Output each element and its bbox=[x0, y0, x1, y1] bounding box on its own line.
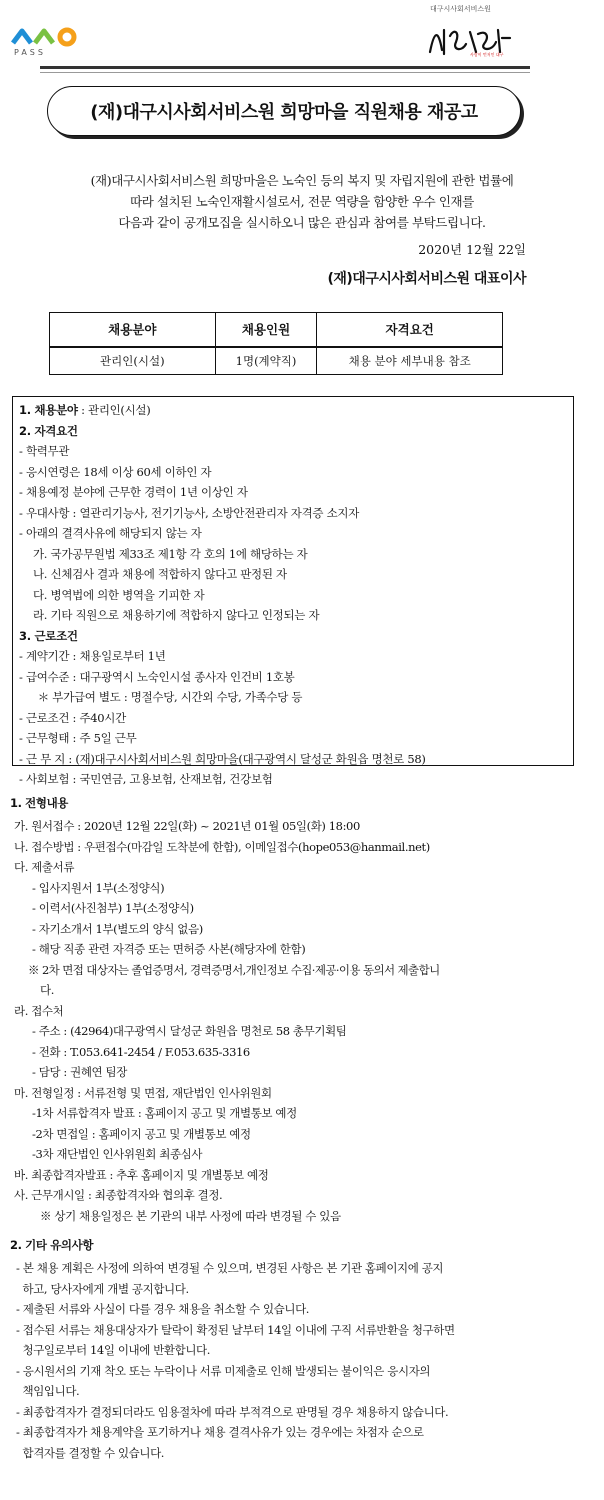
list-sub-item: 라. 기타 직원으로 채용하기에 적합하지 않다고 인정되는 자 bbox=[33, 608, 320, 622]
contact-item: - 전화 : T.053.641-2454 / F.053.635-3316 bbox=[32, 1044, 250, 1059]
list-item: - 급여수준 : 대구광역시 노숙인시설 종사자 인건비 1호봉 bbox=[19, 669, 295, 684]
note-line: 하고, 당사자에게 개별 공지합니다. bbox=[16, 1281, 189, 1296]
list-item: - 아래의 결격사유에 해당되지 않는 자 bbox=[19, 526, 202, 540]
document-note-cont: 다. bbox=[40, 983, 54, 997]
document-item: - 입사지원서 1부(소정양식) bbox=[32, 880, 165, 895]
table-header-cell: 채용인원 bbox=[215, 313, 317, 347]
section-qualifications-title: 2. 자격요건 bbox=[19, 423, 78, 438]
list-item: - 채용예정 분야에 근무한 경력이 1년 이상인 자 bbox=[19, 485, 248, 499]
list-sub-item: 다. 병역법에 의한 병역을 기피한 자 bbox=[33, 587, 205, 602]
table-cell: 채용 분야 세부내용 참조 bbox=[317, 347, 503, 375]
intro-paragraph bbox=[20, 170, 584, 233]
slogan-logo bbox=[426, 22, 512, 58]
summary-table bbox=[49, 312, 503, 375]
list-item: - 근무형태 : 주 5일 근무 bbox=[19, 731, 137, 745]
list-sub-item: 나. 신체검사 결과 채용에 적합하지 않다고 판정된 자 bbox=[33, 567, 287, 581]
header-divider bbox=[40, 66, 530, 69]
list-sub-item: 가. 국가공무원법 제33조 제1항 각 호의 1에 해당하는 자 bbox=[33, 546, 308, 561]
pass-logo-icon bbox=[11, 25, 81, 47]
page-title: (재)대구시사회서비스원 희망마을 직원채용 재공고 bbox=[90, 102, 478, 123]
schedule-item: -2차 면접일 : 홈페이지 공고 및 개별통보 예정 bbox=[32, 1126, 251, 1141]
note-line: - 최종합격자가 채용계약을 포기하거나 채용 결격사유가 있는 경우에는 차점자 순으로 bbox=[16, 1425, 424, 1439]
section-title: 2. 기타 유의사항 bbox=[10, 1238, 94, 1252]
list-item: 가. 원서접수 : 2020년 12월 22일(화) ~ 2021년 01월 05일(화) 18:00 bbox=[14, 819, 360, 833]
list-item: - 응시연령은 18세 이상 60세 이하인 자 bbox=[19, 464, 212, 479]
table-cell: 관리인(시설) bbox=[50, 347, 216, 375]
intro-line: 따라 설치된 노숙인재활시설로서, 전문 역량을 함양한 우수 인재를 bbox=[130, 194, 474, 209]
list-item: - 사회보험 : 국민연금, 고용보험, 산재보험, 건강보험 bbox=[19, 772, 273, 786]
section-recruit-field bbox=[19, 400, 567, 421]
intro-line: (재)대구시사회서비스원 희망마을은 노숙인 등의 복지 및 자립지원에 관한 법률에 bbox=[90, 173, 514, 188]
list-item: 나. 접수방법 : 우편접수(마감일 도착분에 한함), 이메일접수(hope053@hanmail.net) bbox=[14, 839, 430, 854]
title-box bbox=[47, 86, 521, 136]
schedule-note: ※ 상기 채용일정은 본 기관의 내부 사정에 따라 변경될 수 있음 bbox=[40, 1208, 341, 1223]
list-item: 바. 최종합격자발표 : 추후 홈페이지 및 개별통보 예정 bbox=[14, 1167, 269, 1182]
note-line: 책임입니다. bbox=[16, 1384, 80, 1398]
slogan-small-text: 사람이 먼저인 대구 bbox=[470, 52, 504, 57]
section-title: 1. 전형내용 bbox=[10, 796, 69, 810]
header-divider-thin bbox=[40, 72, 530, 73]
section-label: 1. 채용분야 bbox=[19, 403, 78, 417]
note-line: 합격자를 결정할 수 있습니다. bbox=[16, 1445, 165, 1460]
intro-line: 다음과 같이 공개모집을 실시하오니 많은 관심과 참여를 부탁드립니다. bbox=[118, 215, 486, 230]
list-item: - 학력무관 bbox=[19, 444, 70, 458]
section-value: : 관리인(시설) bbox=[77, 403, 151, 417]
note-line: - 접수된 서류는 채용대상자가 탈락이 확정된 날부터 14일 이내에 구직 서류반환을 청구하면 bbox=[16, 1322, 455, 1337]
table-row bbox=[50, 347, 503, 375]
pass-logo-text: PASS bbox=[14, 48, 46, 57]
note-line: - 응시원서의 기재 착오 또는 누락이나 서류 미제출로 인해 발생되는 불이익은 응시자의 bbox=[16, 1363, 431, 1378]
table-header-cell: 자격요건 bbox=[317, 313, 503, 347]
list-item: 다. 제출서류 bbox=[14, 860, 75, 874]
contact-item: - 주소 : (42964)대구광역시 달성군 화원읍 명천로 58 총무기획팀 bbox=[32, 1024, 347, 1038]
document-item: - 해당 직종 관련 자격증 또는 면허증 사본(해당자에 한함) bbox=[32, 942, 306, 956]
list-item: ＊ 부가급여 별도 : 명절수당, 시간외 수당, 가족수당 등 bbox=[31, 690, 303, 704]
list-item: 라. 접수처 bbox=[14, 1003, 64, 1018]
note-line: 청구일로부터 14일 이내에 반환합니다. bbox=[16, 1343, 210, 1357]
table-header-cell: 채용분야 bbox=[50, 313, 216, 347]
list-item: - 계약기간 : 채용일로부터 1년 bbox=[19, 649, 166, 663]
list-item: - 우대사항 : 열관리기능사, 전기기능사, 소방안전관리자 자격증 소지자 bbox=[19, 505, 360, 520]
note-line: - 본 채용 계획은 사정에 의하여 변경될 수 있으며, 변경된 사항은 본 기관 홈페이지에 공지 bbox=[16, 1261, 444, 1275]
document-item: - 이력서(사진첨부) 1부(소정양식) bbox=[32, 901, 194, 915]
table-cell: 1명(계약직) bbox=[215, 347, 317, 375]
contact-item: - 담당 : 권혜연 팀장 bbox=[32, 1065, 127, 1079]
schedule-item: -1차 서류합격자 발표 : 홈페이지 공고 및 개별통보 예정 bbox=[32, 1106, 297, 1120]
notes-section bbox=[10, 1232, 590, 1463]
table-header-row bbox=[50, 313, 503, 347]
list-item: 사. 근무개시일 : 최종합격자와 협의후 결정. bbox=[14, 1188, 223, 1202]
section-conditions-title: 3. 근로조건 bbox=[19, 628, 78, 643]
list-item: - 근 무 지 : (재)대구시사회서비스원 희망마을(대구광역시 달성군 화원읍 명천로 58) bbox=[19, 751, 426, 766]
list-item: 마. 전형일정 : 서류전형 및 면접, 재단법인 인사위원회 bbox=[14, 1085, 272, 1100]
details-box bbox=[12, 396, 574, 786]
page-header bbox=[0, 0, 604, 66]
slogan-calligraphy-icon bbox=[426, 22, 512, 58]
announcement-date: 2020년 12월 22일 bbox=[418, 242, 526, 257]
list-item: - 근로조건 : 주40시간 bbox=[19, 710, 126, 725]
note-line: - 최종합격자가 결정되더라도 임용절차에 따라 부적격으로 판명될 경우 채용하지 않습니다. bbox=[16, 1404, 449, 1419]
process-section bbox=[10, 790, 590, 1226]
schedule-item: -3차 재단법인 인사위원회 최종심사 bbox=[32, 1147, 203, 1161]
organization-signature: (재)대구시사회서비스원 대표이사 bbox=[327, 271, 526, 287]
note-line: - 제출된 서류와 사실이 다를 경우 채용을 취소할 수 있습니다. bbox=[16, 1302, 310, 1316]
document-item: - 자기소개서 1부(별도의 양식 없음) bbox=[32, 921, 203, 936]
slogan-main-text: 대구시사회서비스원 bbox=[430, 5, 491, 13]
document-note: ※ 2차 면접 대상자는 졸업증명서, 경력증명서,개인정보 수집·제공·이용 동의서 제출합니 bbox=[28, 962, 440, 977]
